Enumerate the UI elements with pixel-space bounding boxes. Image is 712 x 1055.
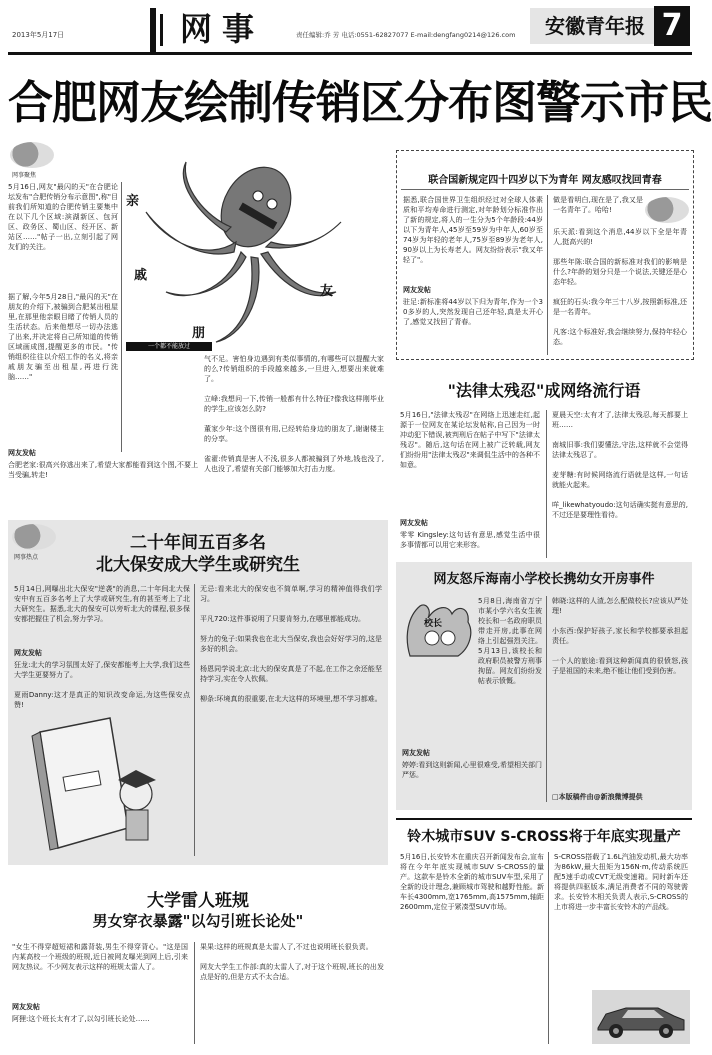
youth-story-box — [396, 150, 694, 360]
law-story — [396, 370, 692, 560]
main-headline: 合肥网友绘制传销区分布图警示市民 — [8, 76, 712, 129]
book-illustration — [28, 708, 178, 858]
rules-title-line2: 男女穿衣暴露"以勾引班长论处" — [92, 912, 304, 930]
lead-story — [8, 142, 388, 510]
page-number: 7 — [654, 6, 690, 46]
column-divider — [194, 584, 195, 856]
section-title: 网事 — [180, 10, 265, 48]
pku-story-sign: 网友发帖 — [14, 649, 42, 657]
label-peng: 朋 — [192, 326, 206, 341]
column-divider — [121, 182, 122, 452]
header-rule — [8, 52, 692, 55]
pku-title-line2: 北大保安成大学生或研究生 — [96, 555, 300, 575]
octopus-illustration — [126, 152, 346, 352]
column-divider — [194, 942, 195, 1044]
lead-story-body: 5月16日,网友"最闪的天"在合肥论坛发布"合肥传销分布示意图",称"目前我们所知道的合肥传销主要集中在以下几个区域:滨湖新区、包河区、政务区、蜀山区、经开区、新站区……"帖子一出,立刻引起了网友们的关注。 — [8, 183, 118, 251]
law-story-title: "法律太残忍"成网络流行语 — [447, 381, 641, 400]
title-rule — [401, 189, 689, 190]
editor-info: 责任编辑:乔 芳 电话:0551-62827077 E-mail:dengfang0214@126.com — [296, 31, 516, 39]
pku-title-line1: 二十年间五百多名 — [130, 533, 266, 553]
pku-story-comment: 狂龙:北大的学习氛围太好了,保安都能考上大学,我们这些大学生更要努力了。 夏雨Danny:这才是真正的知识改变命运,为这些保安点赞! — [14, 661, 190, 709]
newspaper-name: 安徽青年报 — [530, 8, 660, 44]
column-divider — [546, 596, 547, 802]
column-logo-icon — [10, 142, 54, 168]
youth-story-col2: 做是看明白,现在是了,我又是一名青年了。哈哈! — [553, 196, 643, 214]
label-qi: 戚 — [134, 268, 148, 283]
law-story-comment: 零零 Kingsley:这句话有意思,感觉生活中很多事情都可以用它来形容。 — [400, 531, 540, 549]
youth-story-title: 联合国新规定四十四岁以下为青年 网友感叹找回青春 — [428, 175, 662, 186]
law-story-comments: 夏晨天空:太有才了,法律太残忍,每天都要上班…… 南城旧事:我们要懂法,守法,这样就不会觉得法律太残忍了。 麦芽糖:有时候网络流行语就是这样,一句话就能火起来。 咩_likewhatyoudo:这句话确实挺有意思的,不过还是要理性看待。 — [552, 411, 688, 519]
column-tag: 网事聚焦 — [12, 172, 37, 179]
principal-story-comments: 韩晓:这样的人渣,怎么配做校长?应该从严处理! 小东西:保护好孩子,家长和学校都要承担起责任。 一个人的旅途:看到这种新闻真的很愤怒,孩子是祖国的未来,绝不能让他们受到伤害。 — [552, 597, 688, 675]
youth-story-body: 据悉,联合国世界卫生组织经过对全球人体素质和平均寿命进行测定,对年龄划分标准作出了新的规定,将人的一生分为5个年龄段:44岁以下为青年人,45岁至59岁为中年人,60岁至74岁为年轻的老年人,75岁至89岁为老年人,90岁以上为长寿老人。网友纷纷表示"我又年轻了"。 — [403, 196, 543, 264]
law-story-sign: 网友发帖 — [400, 519, 428, 527]
hand-illustration — [402, 596, 476, 662]
car-story-col2: S-CROSS搭载了1.6L汽油发动机,最大功率为86kW,最大扭矩为156N·m,传动系统匹配5速手动或CVT无级变速箱。同时新车还将提供四驱版本,满足消费者不同的驾驶需求。长安铃木相关负责人表示,S-CROSS的上市将进一步丰富长安铃木的产品线。 — [554, 853, 688, 911]
label-you: 友 — [320, 284, 334, 299]
lead-story-col2: 气不足。害怕身边遇到有类似事情的,有哪些可以提醒大家的么?传销组织的手段越来越多,一旦进入,想要出来就难了。 — [204, 355, 384, 383]
car-story-title: 铃木城市SUV S-CROSS将于年底实现量产 — [407, 829, 681, 845]
column-tag: 网事热点 — [14, 554, 39, 561]
lead-story-body-cont: 据了解,今年5月28日,"最闪的天"在朋友的介绍下,被骗到合肥某出租屋里,在那里他亲眼目睹了传销人员的生活状态。后来他想尽一切办法逃了出来,并决定将自己所知道的传销区域画成图,提醒更多的市民。"传销组织往往以介绍工作的名义,将亲戚朋友骗至出租屋,再进行洗脑……" — [8, 293, 118, 381]
rules-story-body: "女生不得穿超短裙和露背装,男生不得穿背心。"这是国内某高校一个班级的班规,近日被网友曝光到网上后,引来网友热议。不少网友表示这样的班规太雷人了。 — [12, 943, 188, 971]
illustration-caption: 一个都不能放过 — [126, 342, 212, 351]
column-logo-icon — [645, 197, 689, 223]
youth-story-sign: 网友发帖 — [403, 286, 431, 294]
column-divider — [547, 195, 548, 355]
illustration-label: 校长 — [424, 619, 443, 629]
header-bar-decoration-thin — [160, 14, 163, 46]
pku-guard-story — [8, 520, 388, 865]
lead-story-comment: 合肥老家:很高兴你逃出来了,希望大家都能看到这个图,不要上当受骗,转走! — [8, 461, 198, 479]
principal-story-sign: 网友发帖 — [402, 749, 430, 757]
column-divider — [548, 852, 549, 1044]
column-divider — [546, 410, 547, 558]
credit-line: □本版稿件由@新浪微博提供 — [552, 793, 643, 801]
principal-story-comment: 婷婷:看到这则新闻,心里很难受,希望相关部门严惩。 — [402, 761, 542, 779]
issue-date: 2013年5月17日 — [12, 31, 65, 39]
car-photo — [592, 990, 690, 1044]
youth-story-comment: 驻足:新标准将44岁以下归为青年,作为一个30多岁的人,突然发现自己还年轻,真是太开心了,感觉又找回了青春。 — [403, 298, 543, 326]
class-rules-story — [8, 878, 388, 1048]
pku-story-body: 5月14日,网曝出北大保安"逆袭"的消息,二十年间北大保安中有五百多名考上了大学或研究生,有的甚至考上了北大研究生。据悉,北大的保安可以旁听北大的课程,很多保安都把握住了机会,努力学习。 — [14, 585, 190, 623]
label-qin: 亲 — [126, 194, 140, 209]
pku-story-comments: 无忌:看来北大的保安也不简单啊,学习的精神值得我们学习。 平凡720:这件事说明了只要肯努力,在哪里都能成功。 努力的兔子:如果我也在北大当保安,我也会好好学习的,这是多好的机会。 杨恩同学说北京:北大的保安真是了不起,在工作之余还能坚持学习,实在令人钦佩。 柳条:环境真的很重要,在北大这样的环境里,想不学习都难。 — [200, 585, 382, 703]
youth-story-comments: 乐天派:看到这个消息,44岁以下全是年青人,挺高兴的! 那些年陈:联合国的新标准对我们的影响是什么?年龄的划分只是一个说法,关键还是心态年轻。 疯狂的石头:我今年三十八岁,按照新标准,还是一名青年。 凡客:这个标准好,我会继续努力,保持年轻心态。 — [553, 228, 687, 346]
rules-title-line1: 大学雷人班规 — [147, 891, 249, 911]
principal-story-title: 网友怒斥海南小学校长携幼女开房事件 — [433, 572, 655, 587]
car-story-body: 5月16日,长安铃木在重庆召开新闻发布会,宣布将在今年年底实现城市SUV S-CROSS的量产。这款车是铃木全新的城市SUV车型,采用了全新的设计理念,兼顾城市驾驶和越野性能。新车长4300mm,宽1765mm,高1575mm,轴距2600mm,定位于紧凑型SUV市场。 — [400, 853, 544, 911]
lead-story-sign: 网友发帖 — [8, 449, 36, 457]
header-bar-decoration — [150, 8, 156, 52]
rules-story-comment: 阿狸:这个班长太有才了,以勾引班长论处…… — [12, 1015, 150, 1023]
law-story-body: 5月16日,"法律太残忍"在网络上迅速走红,起源于一位网友在某论坛发帖称,自己因为一时冲动犯下错误,被判刑后在帖子中写下"法律太残忍"。随后,这句话在网上被广泛转载,网友们纷纷用"法律太残忍"来调侃生活中的各种不如意。 — [400, 411, 540, 469]
section-rule — [396, 818, 692, 820]
rules-story-sign: 网友发帖 — [12, 1003, 40, 1011]
principal-story-body: 5月8日,海南省万宁市某小学六名女生被校长和一名政府职员带走开房,此事在网络上引起强烈关注。5月13日,该校长和政府职员被警方刑事拘留。网友们纷纷发帖表示愤慨。 — [478, 597, 542, 685]
car-story — [396, 818, 692, 1048]
lead-story-comments: 立峰:我想问一下,传销一般都有什么特征?像我这样刚毕业的学生,应该怎么防? 董家少年:这个图很有用,已经转给身边的朋友了,谢谢楼主的分享。 雀翟:传销真是害人不浅,很多人都被骗到了外地,钱也没了,人也没了,希望有关部门能够加大打击力度。 — [204, 395, 384, 473]
principal-story — [396, 562, 692, 810]
rules-story-comments: 果果:这样的班规真是太雷人了,不过也说明班长很负责。 网友大学生工作部:真的太雷人了,对于这个班规,班长的出发点是好的,但是方式不太合适。 — [200, 943, 384, 981]
